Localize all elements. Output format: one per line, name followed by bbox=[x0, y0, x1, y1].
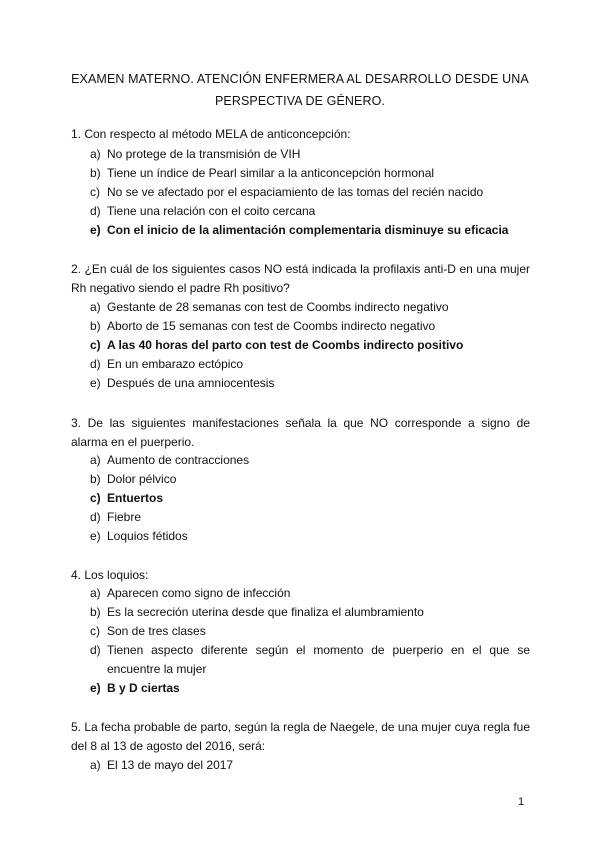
option-4b: b) Es la secreción uterina desde que finaliza el alumbramiento bbox=[90, 605, 424, 619]
option-1e-correct: e) Con el inicio de la alimentación complementaria disminuye su eficacia bbox=[90, 223, 509, 237]
option-2d: d) En un embarazo ectópico bbox=[90, 357, 244, 371]
exam-title-line-2: PERSPECTIVA DE GÉNERO. bbox=[214, 94, 386, 108]
option-1b: b) Tiene un índice de Pearl similar a la anticoncepción hormonal bbox=[90, 166, 435, 180]
question-5-options bbox=[90, 756, 530, 775]
option-2a: a) Gestante de 28 semanas con test de Coombs indirecto negativo bbox=[90, 300, 449, 314]
question-5-text: 5. La fecha probable de parto, según la regla de Naegele, de una mujer cuya regla fue del 8 al 13 de agosto del 2016, será: bbox=[71, 720, 530, 753]
question-3-text: 3. De las siguientes manifestaciones señala la que NO corresponde a signo de alarma en el puerperio. bbox=[71, 416, 530, 449]
option-3a: a) Aumento de contracciones bbox=[90, 453, 250, 467]
exam-title bbox=[60, 68, 540, 112]
option-4d: d) Tienen aspecto diferente según el momento de puerperio en el que se encuentre la mujer bbox=[90, 643, 530, 676]
option-5a: a) El 13 de mayo del 2017 bbox=[90, 758, 234, 772]
option-3d: d) Fiebre bbox=[90, 510, 142, 524]
option-4a: a) Aparecen como signo de infección bbox=[90, 586, 291, 600]
option-1d: d) Tiene una relación con el coito cercana bbox=[90, 204, 316, 218]
question-2-text: 2. ¿En cuál de los siguientes casos NO está indicada la profilaxis anti-D en una mujer Rh negativo siendo el padre Rh positivo? bbox=[71, 262, 530, 295]
option-3c-correct: c) Entuertos bbox=[90, 491, 164, 505]
option-1a: a) No protege de la transmisión de VIH bbox=[90, 147, 301, 161]
option-2e: e) Después de una amniocentesis bbox=[90, 376, 275, 390]
option-4c: c) Son de tres clases bbox=[90, 624, 206, 638]
question-1-options bbox=[90, 145, 530, 240]
option-2b: b) Aborto de 15 semanas con test de Coombs indirecto negativo bbox=[90, 319, 436, 333]
question-2-options bbox=[90, 298, 530, 393]
exam-title-line-1: EXAMEN MATERNO. ATENCIÓN ENFERMERA AL DESARROLLO DESDE UNA bbox=[71, 72, 529, 86]
question-4-text: 4. Los loquios: bbox=[71, 568, 149, 582]
question-1-text: 1. Con respecto al método MELA de anticoncepción: bbox=[71, 127, 351, 141]
page-number: 1 bbox=[518, 796, 525, 808]
question-3-options bbox=[90, 451, 530, 546]
option-3b: b) Dolor pélvico bbox=[90, 472, 177, 486]
option-4e-correct: e) B y D ciertas bbox=[90, 681, 180, 695]
option-2c-correct: c) A las 40 horas del parto con test de Coombs indirecto positivo bbox=[90, 338, 464, 352]
question-4-options bbox=[90, 584, 530, 698]
option-1c: c) No se ve afectado por el espaciamiento de las tomas del recién nacido bbox=[90, 185, 484, 199]
option-3e: e) Loquios fétidos bbox=[90, 529, 188, 543]
